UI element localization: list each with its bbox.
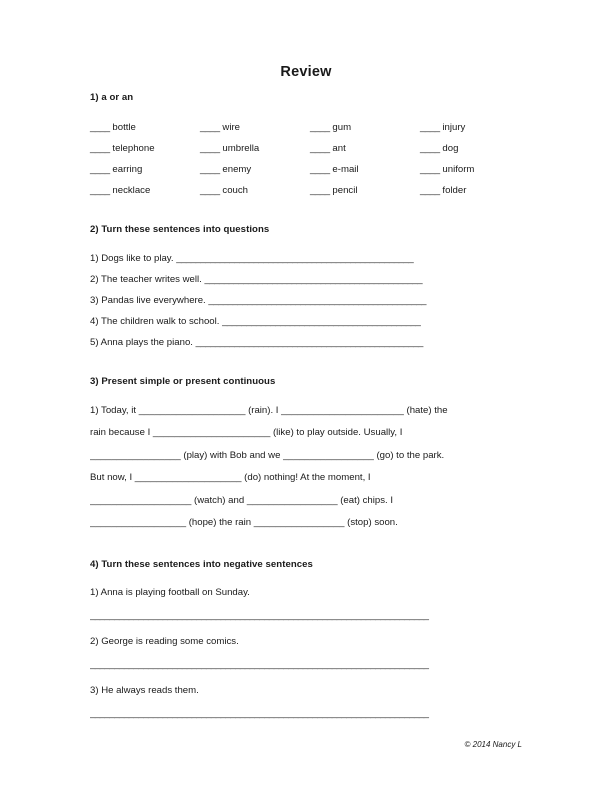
list-item [90, 332, 514, 353]
answer-blank[interactable]: ____ [310, 164, 330, 175]
answer-blank[interactable]: ____ [420, 122, 440, 133]
word-label: enemy [222, 164, 252, 175]
word-label: ant [332, 143, 346, 154]
answer-blank[interactable]: ____ [200, 185, 220, 196]
exercise2-heading: 2) Turn these sentences into questions [90, 224, 270, 235]
word-cell [420, 138, 514, 159]
answer-blank[interactable]: ____ [200, 143, 220, 154]
word-cell [200, 159, 310, 180]
word-label: wire [222, 122, 241, 133]
answer-rule[interactable]: ______________________________________________________________________ [90, 708, 429, 720]
word-cell [200, 180, 310, 201]
word-cell [200, 138, 310, 159]
table-row [90, 138, 514, 159]
word-label: uniform [442, 164, 475, 175]
answer-blank[interactable]: ____ [90, 185, 110, 196]
word-label: necklace [112, 185, 151, 196]
word-label: e-mail [332, 164, 359, 175]
word-label: telephone [112, 143, 155, 154]
item-number: 4) [90, 316, 99, 327]
item-number: 3) [90, 295, 99, 306]
word-label: pencil [332, 185, 358, 196]
word-cell [310, 138, 420, 159]
item-number: 2) [90, 636, 99, 648]
word-cell [90, 180, 200, 201]
item-sentence: Pandas live everywhere. [101, 295, 206, 306]
answer-blank[interactable]: _____________________________________________ [204, 274, 423, 285]
table-row [90, 180, 514, 201]
item-number: 3) [90, 685, 99, 697]
exercise4-list [90, 583, 514, 722]
list-item [90, 290, 514, 311]
answer-blank[interactable]: _________________________________________ [222, 316, 421, 327]
list-item [90, 681, 514, 700]
exercise2-list [90, 248, 514, 353]
section-spacer [90, 353, 514, 375]
word-label: umbrella [222, 143, 260, 154]
paragraph-line[interactable]: rain because I ______________________ (like) to play outside. Usually, I [90, 427, 403, 439]
word-cell [90, 138, 200, 159]
worksheet-content [90, 91, 514, 730]
item-sentence: Dogs like to play. [101, 253, 174, 264]
list-item [90, 269, 514, 290]
word-label: earring [112, 164, 143, 175]
word-cell [90, 159, 200, 180]
exercise1-heading: 1) a or an [90, 92, 134, 103]
item-sentence: He always reads them. [101, 685, 199, 697]
answer-blank[interactable]: ____ [90, 164, 110, 175]
paragraph-line[interactable]: But now, I ____________________ (do) nothing! At the moment, I [90, 472, 371, 484]
item-number: 2) [90, 274, 99, 285]
word-cell [310, 159, 420, 180]
exercise4-heading: 4) Turn these sentences into negative sentences [90, 559, 313, 571]
answer-blank[interactable]: _________________________________________________ [176, 253, 414, 264]
list-item [90, 583, 514, 602]
answer-blank[interactable]: ____ [200, 122, 220, 133]
word-label: couch [222, 185, 249, 196]
answer-blank[interactable]: ____ [90, 143, 110, 154]
answer-blank[interactable]: ____ [420, 164, 440, 175]
item-number: 1) [90, 253, 99, 264]
word-label: folder [442, 185, 467, 196]
paragraph-line[interactable]: _________________ (play) with Bob and we _________________ (go) to the park. [90, 449, 445, 461]
copyright-notice: © 2014 Nancy L [464, 740, 522, 749]
word-label: gum [332, 122, 352, 133]
paragraph-line[interactable]: ___________________ (watch) and _________________ (eat) chips. I [90, 494, 393, 506]
exercise1-word-grid [90, 117, 514, 201]
page-title: Review [280, 64, 332, 80]
table-row [90, 159, 514, 180]
paragraph-line[interactable]: __________________ (hope) the rain _________________ (stop) soon. [90, 517, 398, 529]
answer-blank[interactable]: ____ [420, 185, 440, 196]
word-label: injury [442, 122, 466, 133]
word-cell [200, 117, 310, 138]
word-cell [310, 180, 420, 201]
answer-blank[interactable]: ____ [310, 143, 330, 154]
answer-blank[interactable]: ____ [200, 164, 220, 175]
word-cell [420, 117, 514, 138]
item-sentence: Anna is playing football on Sunday. [100, 587, 250, 599]
word-cell [420, 180, 514, 201]
exercise3-paragraph [90, 400, 514, 534]
item-number: 1) [90, 587, 99, 599]
word-cell [310, 117, 420, 138]
list-item [90, 311, 514, 332]
table-row [90, 117, 514, 138]
answer-rule[interactable]: ______________________________________________________________________ [90, 659, 429, 671]
answer-blank[interactable]: ____ [420, 143, 440, 154]
word-label: bottle [112, 122, 136, 133]
item-sentence: The teacher writes well. [101, 274, 202, 285]
answer-blank[interactable]: ____ [310, 185, 330, 196]
list-item [90, 632, 514, 651]
answer-blank[interactable]: ____ [310, 122, 330, 133]
item-sentence: The children walk to school. [101, 316, 220, 327]
exercise3-heading: 3) Present simple or present continuous [90, 376, 276, 387]
item-number: 5) [90, 337, 99, 348]
item-sentence: Anna plays the piano. [100, 337, 193, 348]
word-cell [90, 117, 200, 138]
word-label: dog [442, 143, 459, 154]
section-spacer [90, 534, 514, 558]
answer-blank[interactable]: _______________________________________________ [195, 337, 423, 348]
paragraph-line[interactable]: 1) Today, it ____________________ (rain). I _______________________ (hate) the [90, 405, 448, 416]
word-cell [420, 159, 514, 180]
section-spacer [90, 201, 514, 223]
item-sentence: George is reading some comics. [101, 636, 239, 648]
answer-blank[interactable]: _____________________________________________ [208, 295, 427, 306]
list-item [90, 248, 514, 269]
answer-rule[interactable]: ______________________________________________________________________ [90, 610, 429, 622]
answer-blank[interactable]: ____ [90, 122, 110, 133]
